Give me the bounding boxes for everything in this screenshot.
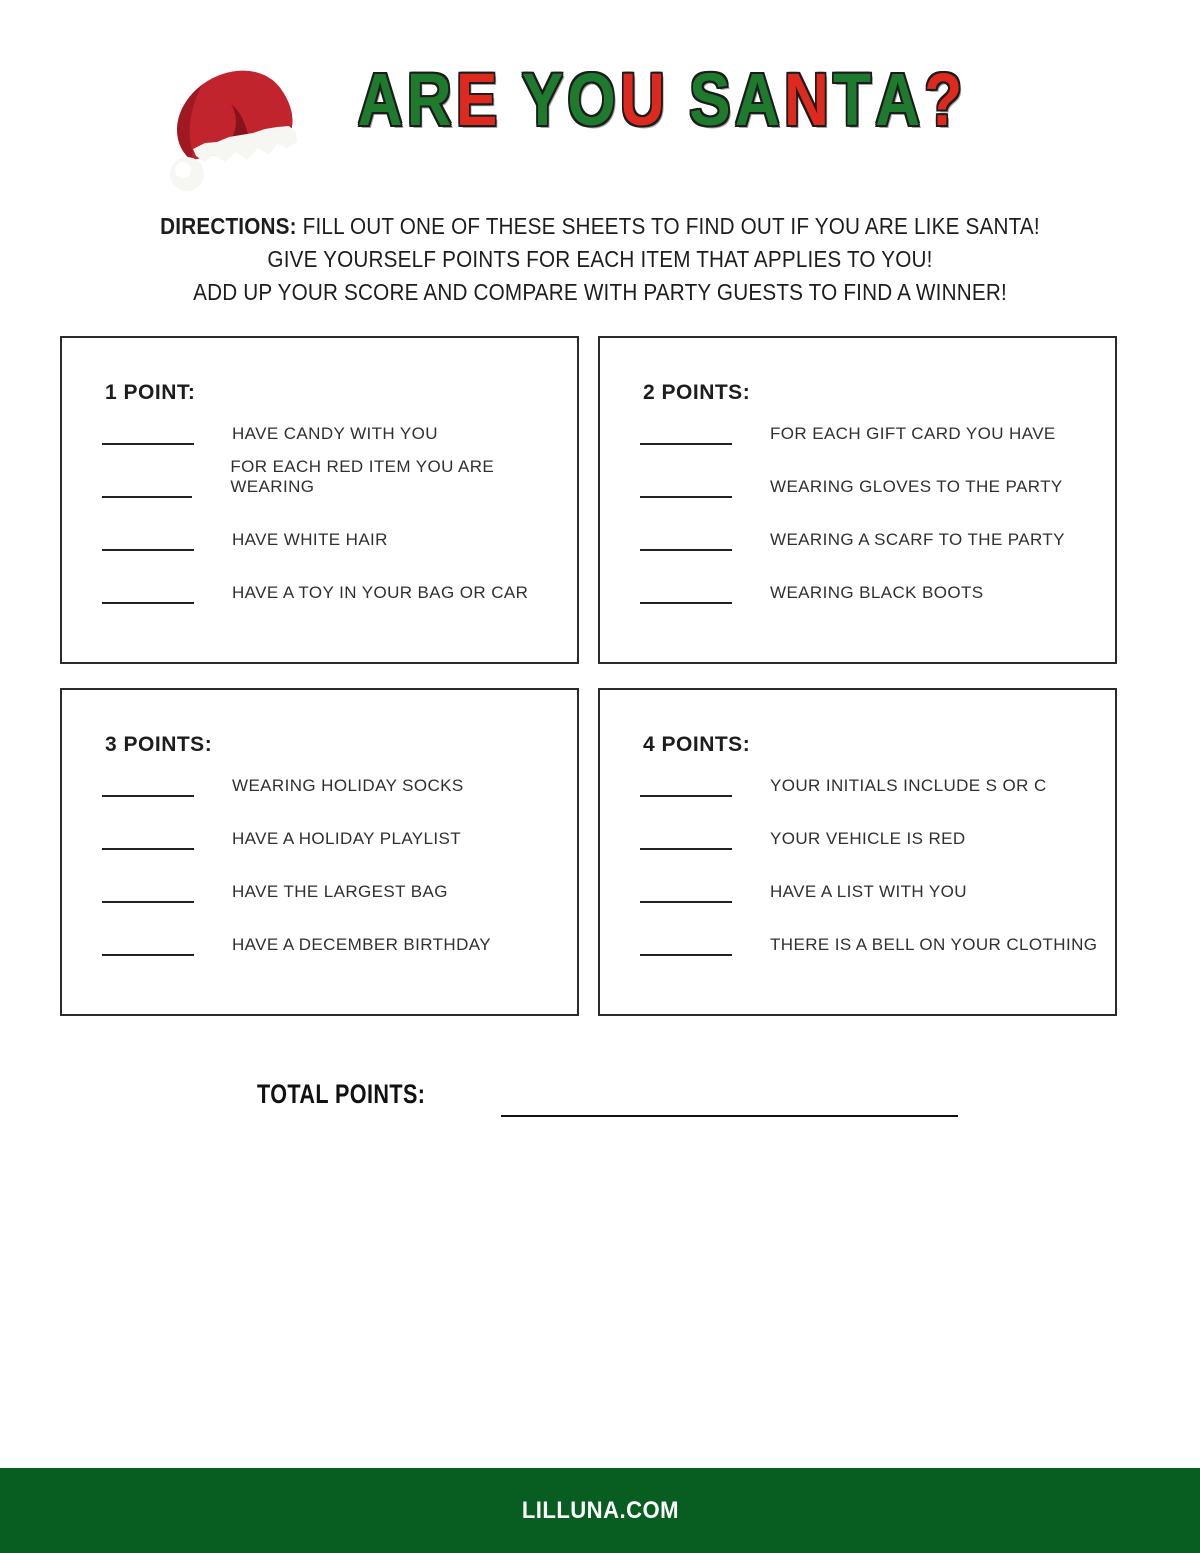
title-word-you [521,58,670,141]
score-blank[interactable] [640,531,732,551]
footer-bar [0,1468,1200,1553]
item-label: WEARING GLOVES TO THE PARTY [770,477,1063,496]
item-label: FOR EACH GIFT CARD YOU HAVE [770,424,1056,443]
item-label: HAVE CANDY WITH YOU [232,424,438,443]
total-points-row [257,1078,958,1110]
title-letter: A [875,58,925,141]
score-row [640,797,1115,850]
item-label: YOUR VEHICLE IS RED [770,829,966,848]
score-blank[interactable] [640,883,732,903]
box-header: 3 POINTS: [105,733,213,756]
title-word-santa [689,58,967,141]
footer-site-text: LILLUNA.COM [521,1496,679,1524]
score-row [102,903,577,956]
score-row [102,551,577,604]
points-box-1 [60,336,579,664]
box-header: 4 POINTS: [643,733,751,756]
total-points-line[interactable] [501,1107,958,1117]
score-blank[interactable] [102,531,194,551]
santa-hat-icon [163,52,323,200]
score-blank[interactable] [102,425,194,445]
score-blank[interactable] [102,584,194,604]
points-box-2 [598,336,1117,664]
item-label: HAVE A LIST WITH YOU [770,882,967,901]
score-row [102,498,577,551]
score-blank[interactable] [102,777,194,797]
score-blank[interactable] [102,830,194,850]
score-blank[interactable] [640,777,732,797]
page-title [348,58,967,141]
title-letter: R [406,58,456,141]
title-letter: T [833,58,876,141]
directions-line-1 [60,210,1140,243]
title-letter: A [357,58,407,141]
score-blank[interactable] [640,830,732,850]
item-label: HAVE A TOY IN YOUR BAG OR CAR [232,583,529,602]
box-items [102,744,577,956]
title-word-are [357,58,502,141]
item-label: HAVE THE LARGEST BAG [232,882,448,901]
item-label: FOR EACH RED ITEM YOU ARE WEARING [230,457,495,496]
score-blank[interactable] [640,425,732,445]
points-box-3 [60,688,579,1016]
score-row [640,498,1115,551]
item-label: HAVE A HOLIDAY PLAYLIST [232,829,462,848]
title-letter: E [455,58,502,141]
directions-label: DIRECTIONS: [160,213,297,239]
directions-line-1-text: FILL OUT ONE OF THESE SHEETS TO FIND OUT IF YOU ARE LIKE SANTA! [296,213,1040,239]
directions-text [60,210,1140,309]
title-letter: N [783,58,834,141]
score-blank[interactable] [102,883,194,903]
score-row [640,445,1115,498]
item-label: HAVE WHITE HAIR [232,530,388,549]
score-row [640,850,1115,903]
score-blank[interactable] [640,478,732,498]
title-letter: S [689,58,735,141]
points-grid [60,336,1117,1016]
title-letter: O [567,58,620,141]
score-blank[interactable] [102,936,194,956]
score-row [102,850,577,903]
item-label: YOUR INITIALS INCLUDE S OR C [770,776,1047,795]
hat-pompom-highlight [175,162,191,178]
item-label: WEARING BLACK BOOTS [770,583,984,602]
score-blank[interactable] [640,936,732,956]
total-points-label: TOTAL POINTS: [257,1079,426,1109]
title-letter: U [619,58,670,141]
box-items [640,392,1115,604]
box-header: 1 POINT: [105,381,196,404]
item-label: HAVE A DECEMBER BIRTHDAY [232,935,491,954]
score-blank[interactable] [102,478,192,498]
score-blank[interactable] [640,584,732,604]
title-letter: A [734,58,784,141]
score-row [640,551,1115,604]
item-label: THERE IS A BELL ON YOUR CLOTHING [770,935,1098,954]
title-letter: Y [521,58,568,141]
item-label: WEARING A SCARF TO THE PARTY [770,530,1065,549]
score-row [102,797,577,850]
directions-line-3: ADD UP YOUR SCORE AND COMPARE WITH PARTY GUESTS TO FIND A WINNER! [193,279,1007,305]
directions-line-2: GIVE YOURSELF POINTS FOR EACH ITEM THAT APPLIES TO YOU! [267,246,933,272]
score-row [640,903,1115,956]
score-row [102,445,577,498]
box-items [102,392,577,604]
title-letter: ? [924,58,967,141]
item-label: WEARING HOLIDAY SOCKS [232,776,464,795]
box-items [640,744,1115,956]
box-header: 2 POINTS: [643,381,751,404]
points-box-4 [598,688,1117,1016]
